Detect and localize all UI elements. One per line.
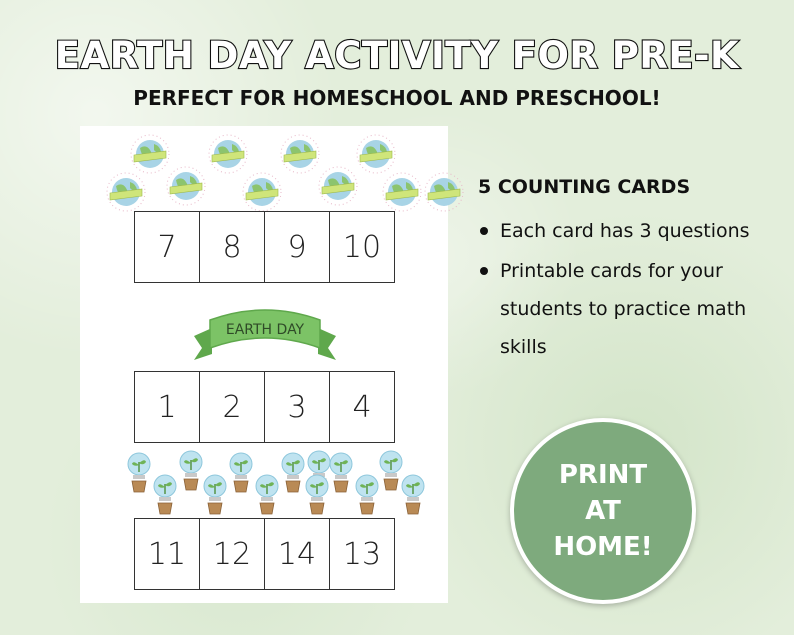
- earth-day-banner-icon: [190, 298, 340, 366]
- number-box[interactable]: 8: [199, 211, 265, 283]
- number-box[interactable]: 1: [134, 371, 200, 443]
- lightbulb-sprout-icon: [302, 472, 332, 518]
- bullet-icon: [480, 267, 488, 275]
- number-box[interactable]: 4: [329, 371, 395, 443]
- earth-globe-icon: [166, 166, 206, 206]
- earth-globe-icon: [424, 172, 464, 212]
- feature-text: Printable cards for your students to practice math skills: [500, 260, 747, 358]
- earth-globe-icon: [280, 134, 320, 174]
- earth-globe-icon: [242, 172, 282, 212]
- lightbulb-sprout-icon: [352, 472, 382, 518]
- lightbulb-sprout-icon: [398, 472, 428, 518]
- badge-text: PRINT AT HOME!: [553, 460, 653, 562]
- lightbulb-sprout-icon: [200, 472, 230, 518]
- earth-globe-icon: [318, 166, 358, 206]
- number-box[interactable]: 9: [264, 211, 330, 283]
- number-box[interactable]: 13: [329, 518, 395, 590]
- earth-globe-icon: [356, 134, 396, 174]
- feature-item: [478, 212, 778, 250]
- number-box[interactable]: 14: [264, 518, 330, 590]
- info-title: 5 COUNTING CARDS: [478, 176, 691, 198]
- number-box[interactable]: 12: [199, 518, 265, 590]
- lightbulb-sprout-icon: [252, 472, 282, 518]
- page-subtitle: PERFECT FOR HOMESCHOOL AND PRESCHOOL!: [133, 86, 661, 110]
- number-row-2: [134, 371, 395, 443]
- number-box[interactable]: 2: [199, 371, 265, 443]
- earth-globe-icon: [106, 172, 146, 212]
- feature-list: [478, 212, 778, 366]
- number-row-1: [134, 211, 395, 283]
- number-row-3: [134, 518, 395, 590]
- earth-globe-icon: [208, 134, 248, 174]
- bullet-icon: [480, 227, 488, 235]
- number-box[interactable]: 10: [329, 211, 395, 283]
- print-at-home-badge: [510, 418, 696, 604]
- feature-text: Each card has 3 questions: [500, 220, 750, 242]
- earth-globe-icon: [382, 172, 422, 212]
- number-box[interactable]: 3: [264, 371, 330, 443]
- counting-card-sheet: [80, 126, 448, 603]
- number-box[interactable]: 11: [134, 518, 200, 590]
- earth-globe-icon: [130, 134, 170, 174]
- number-box[interactable]: 7: [134, 211, 200, 283]
- banner-text: EARTH DAY: [225, 322, 305, 338]
- info-panel: [478, 176, 778, 368]
- lightbulb-sprout-icon: [150, 472, 180, 518]
- feature-item: [478, 252, 778, 366]
- page-title: EARTH DAY ACTIVITY FOR PRE-K: [54, 34, 740, 77]
